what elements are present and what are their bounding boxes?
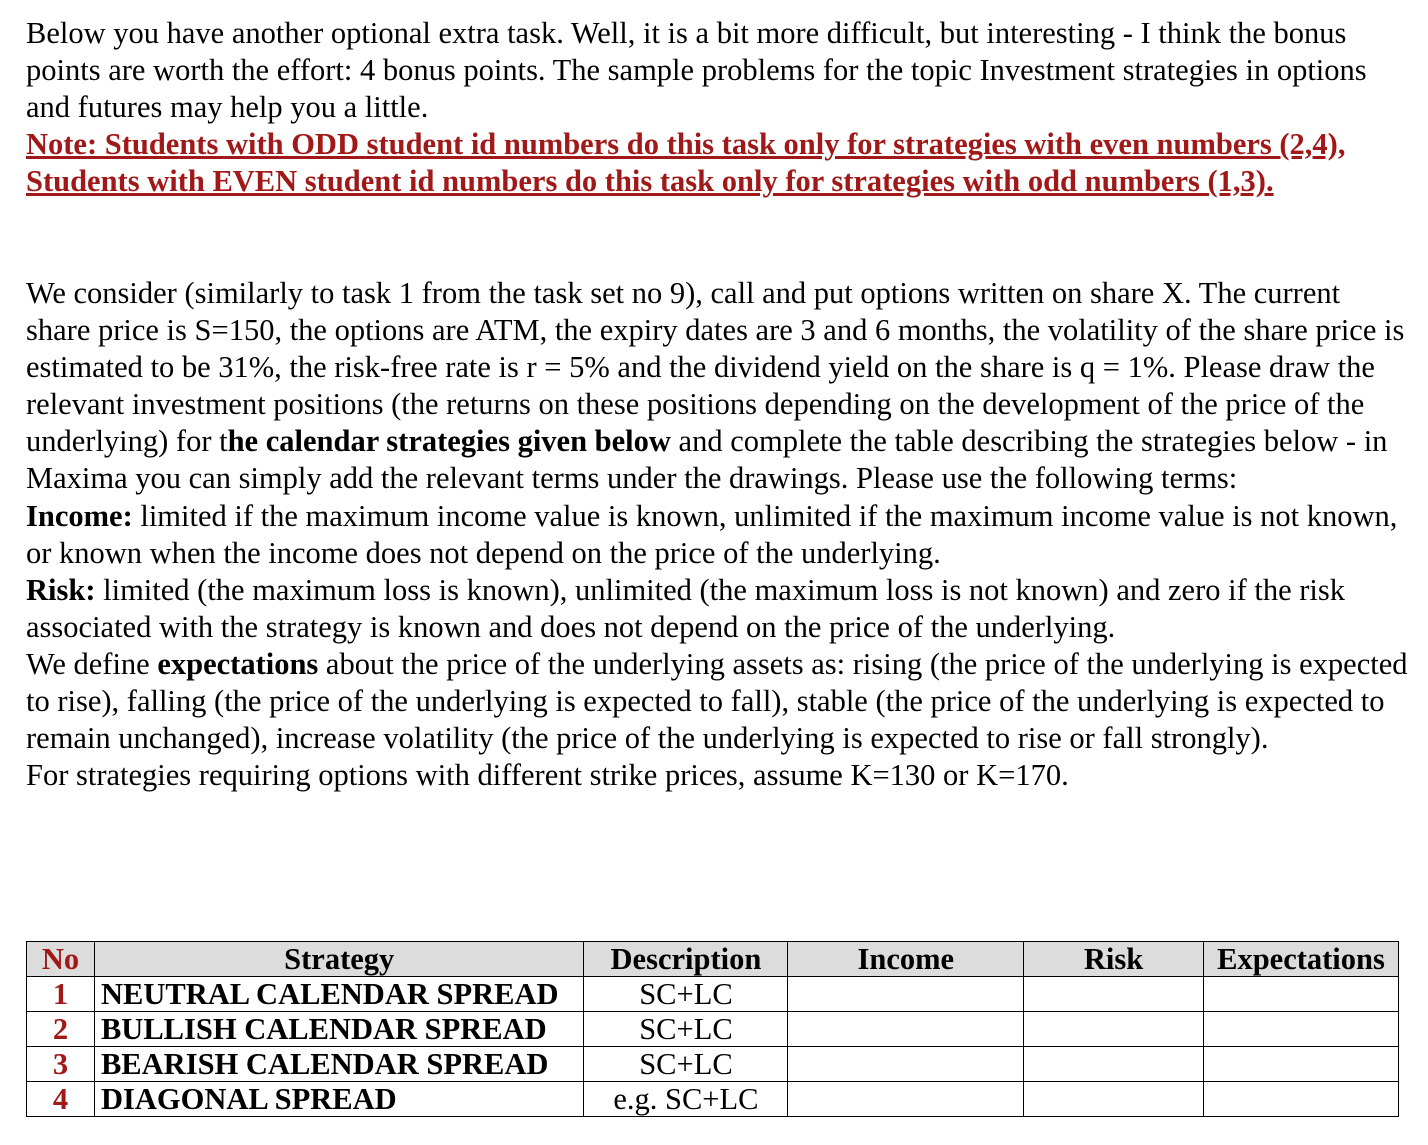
strike-assumption: For strategies requiring options with different strike prices, assume K=130 or K=170. (26, 758, 1069, 793)
row-strategy: NEUTRAL CALENDAR SPREAD (94, 977, 584, 1012)
row-risk-cell[interactable] (1024, 977, 1204, 1012)
row-income-cell[interactable] (788, 977, 1024, 1012)
task-paragraph-bold: he calendar strategies given below (227, 424, 671, 459)
header-description: Description (584, 942, 788, 977)
row-strategy: BEARISH CALENDAR SPREAD (94, 1047, 584, 1082)
row-income-cell[interactable] (788, 1047, 1024, 1082)
risk-label: Risk: (26, 572, 96, 607)
risk-definition: limited (the maximum loss is known), unlimited (the maximum loss is not known) and zero if the risk associated with the strategy is known and does not depend on the price of the underlying. (26, 572, 1346, 644)
header-strategy: Strategy (94, 942, 584, 977)
expectations-intro: We define (26, 646, 158, 681)
table-header-row (27, 942, 1399, 977)
header-expectations: Expectations (1203, 942, 1398, 977)
task-paragraph-start: We consider (similarly to task 1 from the task set no 9), call and put options written on share X. The current share price is S=150, the options are ATM, the expiry dates are 3 and 6 months, the volatility of the share price is estimated to be 31%, the risk-free rate is r = 5% and the dividend yield on the share is q = 1%. Please draw the relevant investment positions (the returns on these positions depending on the development of the price of the underlying) for t (26, 276, 1405, 459)
row-risk-cell[interactable] (1024, 1047, 1204, 1082)
intro-text: Below you have another optional extra task. Well, it is a bit more difficult, but interesting - I think the bonus points are worth the effort: 4 bonus points. The sample problems for the topic Investment strategies in options and futures may help you a little. (26, 16, 1367, 125)
row-expectations-cell[interactable] (1203, 977, 1398, 1012)
row-no: 3 (27, 1047, 95, 1082)
header-risk: Risk (1024, 942, 1204, 977)
task-section (26, 275, 1411, 794)
header-income: Income (788, 942, 1024, 977)
row-description: SC+LC (584, 1012, 788, 1047)
table-row (27, 1012, 1399, 1047)
row-income-cell[interactable] (788, 1012, 1024, 1047)
expectations-definition: about the price of the underlying assets as: rising (the price of the underlying is expected to rise), falling (the price of the underlying is expected to fall), stable (the price of the underlying is expected to remain unchanged), increase volatility (the price of the underlying is expected to rise or fall strongly). (26, 646, 1408, 756)
income-label: Income: (26, 498, 133, 533)
row-no: 4 (27, 1082, 95, 1117)
row-strategy: BULLISH CALENDAR SPREAD (94, 1012, 584, 1047)
table-row (27, 1047, 1399, 1082)
intro-section (26, 15, 1411, 200)
task-paragraph-end: and complete the table describing the strategies below - in Maxima you can simply add the relevant terms under the drawings. Please use the following terms: (26, 424, 1388, 496)
expectations-label: expectations (157, 646, 319, 681)
strategies-table (26, 941, 1399, 1117)
row-risk-cell[interactable] (1024, 1012, 1204, 1047)
row-description: SC+LC (584, 1047, 788, 1082)
row-strategy: DIAGONAL SPREAD (94, 1082, 584, 1117)
row-expectations-cell[interactable] (1203, 1082, 1398, 1117)
income-definition: limited if the maximum income value is known, unlimited if the maximum income value is not known, or known when the income does not depend on the price of the underlying. (26, 498, 1398, 570)
row-expectations-cell[interactable] (1203, 1047, 1398, 1082)
row-income-cell[interactable] (788, 1082, 1024, 1117)
note-text: Note: Students with ODD student id numbers do this task only for strategies with even numbers (2,4), Students with EVEN student id numbers do this task only for strategies with odd numbers (1,3). (26, 127, 1346, 199)
table-row (27, 1082, 1399, 1117)
row-no: 2 (27, 1012, 95, 1047)
table-row (27, 977, 1399, 1012)
row-no: 1 (27, 977, 95, 1012)
header-no: No (27, 942, 95, 977)
row-description: SC+LC (584, 977, 788, 1012)
row-expectations-cell[interactable] (1203, 1012, 1398, 1047)
row-description: e.g. SC+LC (584, 1082, 788, 1117)
row-risk-cell[interactable] (1024, 1082, 1204, 1117)
